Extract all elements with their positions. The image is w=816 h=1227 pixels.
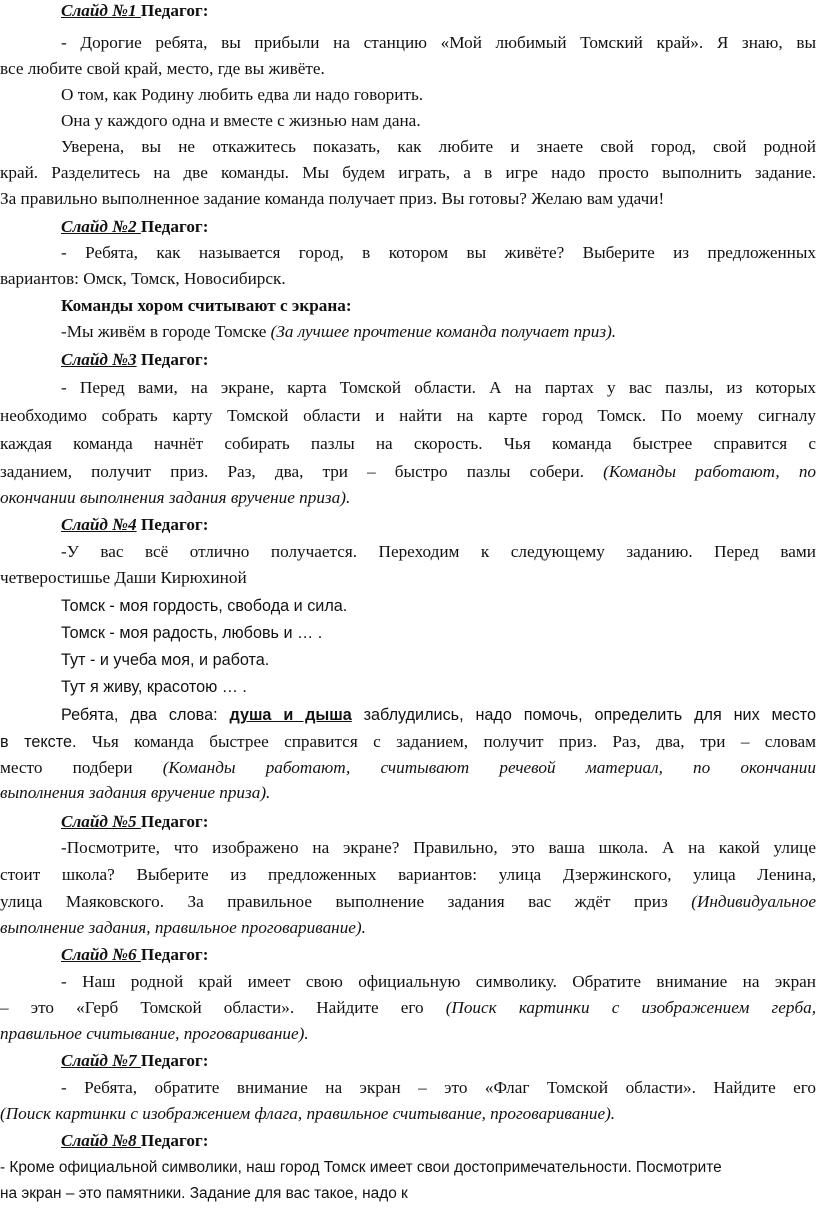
paragraph-line: стоит школа? Выберите из предложенных вариантов: улица Дзержинского, улица Ленина, [0,865,816,884]
paragraph-line [0,758,816,778]
poem-line: Она у каждого одна и вместе с жизнью нам дана. [61,111,421,130]
answer-note: (За лучшее прочтение команда получает приз). [270,322,617,341]
task-text: Ребята, два слова: [61,706,230,724]
paragraph-line: -У вас всё отлично получается. Переходим к следующему заданию. Перед вами [61,542,816,561]
teacher-label: Педагог: [140,1,209,20]
teacher-label: Педагог: [140,217,209,236]
task-note-line: правильное считывание, проговаривание). [0,1024,309,1043]
teacher-label: Педагог: [140,812,209,831]
task-note-line: выполнение задания, правильное проговаривание). [0,918,366,937]
paragraph-line: - Наш родной край имеет свою официальную символику. Обратите внимание на экран [61,972,816,991]
task-text: заданием, получит приз. Раз, два, три – быстро пазлы собери. [0,462,604,481]
paragraph-line: - Кроме официальной символики, наш город Томск имеет свои достопримечательности. Посмотрите [0,1159,722,1176]
paragraph-line: - Ребята, обратите внимание на экран – это «Флаг Томской области». Найдите его [61,1078,816,1097]
answer-line [0,322,816,342]
slide-7-heading [0,1051,816,1071]
poem-line: Томск - моя радость, любовь и … . [61,624,323,642]
paragraph-line: на экран – это памятники. Задание для вас такое, надо к [0,1185,408,1202]
slide-5-label: Слайд №5 [61,812,141,831]
slide-7-label: Слайд №7 [61,1051,141,1070]
paragraph-line [0,462,816,482]
poem-line: О том, как Родину любить едва ли надо говорить. [61,85,424,104]
paragraph-line: все любите свой край, место, где вы живёте. [0,59,325,78]
paragraph-line: вариантов: Омск, Томск, Новосибирск. [0,269,286,288]
paragraph-line: Уверена, вы не откажитесь показать, как любите и знаете свой город, свой родной [61,137,816,156]
paragraph-line: - Ребята, как называется город, в котором вы живёте? Выберите из предложенных [61,243,816,262]
task-note: (Поиск картинки с изображением герба, [445,998,816,1017]
task-note: (Индивидуальное [691,892,816,911]
slide-6-label: Слайд №6 [61,945,141,964]
paragraph-line: - Дорогие ребята, вы прибыли на станцию «Мой любимый Томский край». Я знаю, вы [61,33,816,52]
slide-4-heading [0,515,816,535]
chorus-instruction: Команды хором считывают с экрана: [61,296,352,315]
slide-2-label: Слайд №2 [61,217,141,236]
task-note: (Команды работают, считывают речевой материал, по окончании [162,758,816,777]
paragraph-line: необходимо собрать карту Томской области и найти на карте город Томск. По моему сигналу [0,406,816,425]
missing-words: душа и дыша [229,706,352,724]
task-note-line: выполнения задания вручение приза). [0,783,271,802]
slide-5-heading [0,812,816,832]
teacher-label: Педагог: [140,1051,209,1070]
poem-line: Томск - моя гордость, свобода и сила. [61,597,348,615]
paragraph-line [0,705,816,725]
task-text: – это «Герб Томской области». Найдите его [0,998,446,1017]
poem-line: Тут я живу, красотою … . [61,678,247,696]
paragraph-line: каждая команда начнёт собирать пазлы на скорость. Чья команда быстрее справится с [0,434,816,453]
teacher-label: Педагог: [136,350,209,369]
slide-8-label: Слайд №8 [61,1131,141,1150]
slide-1-heading [0,1,816,21]
slide-4-label: Слайд №4 [61,515,137,534]
paragraph-line: - Перед вами, на экране, карта Томской области. А на партах у вас пазлы, из которых [61,378,816,397]
paragraph-line: За правильно выполненное задание команда получает приз. Вы готовы? Желаю вам удачи! [0,189,665,208]
teacher-label: Педагог: [140,945,209,964]
slide-3-heading [0,350,816,370]
slide-2-heading [0,217,816,237]
task-text: заблудились, надо помочь, определить для них место [351,706,816,724]
slide-3-label: Слайд №3 [61,350,137,369]
task-text: место подбери [0,758,163,777]
task-note-line: (Поиск картинки с изображением флага, правильное считывание, проговаривание). [0,1104,616,1123]
task-text: Чья команда быстрее справится с заданием, получит приз. Раз, два, три – словам [76,732,816,751]
task-note-line: окончании выполнения задания вручение приза). [0,488,351,507]
slide-6-heading [0,945,816,965]
task-text: в тексте. [0,733,77,751]
teacher-label: Педагог: [140,1131,209,1150]
task-text: улица Маяковского. За правильное выполнение задания вас ждёт приз [0,892,692,911]
task-note: (Команды работают, по [603,462,816,481]
paragraph-line [0,732,816,752]
poem-line: Тут - и учеба моя, и работа. [61,651,270,669]
answer-text: -Мы живём в городе Томске [61,322,271,341]
paragraph-line: край. Разделитесь на две команды. Мы будем играть, а в игре надо просто выполнить задание. [0,163,816,182]
paragraph-line [0,892,816,912]
slide-8-heading [0,1131,816,1151]
slide-1-label: Слайд №1 [61,1,141,20]
teacher-label: Педагог: [136,515,209,534]
paragraph-line [0,998,816,1018]
paragraph-line: -Посмотрите, что изображено на экране? Правильно, это ваша школа. А на какой улице [61,838,816,857]
paragraph-line: четверостишье Даши Кирюхиной [0,568,247,587]
